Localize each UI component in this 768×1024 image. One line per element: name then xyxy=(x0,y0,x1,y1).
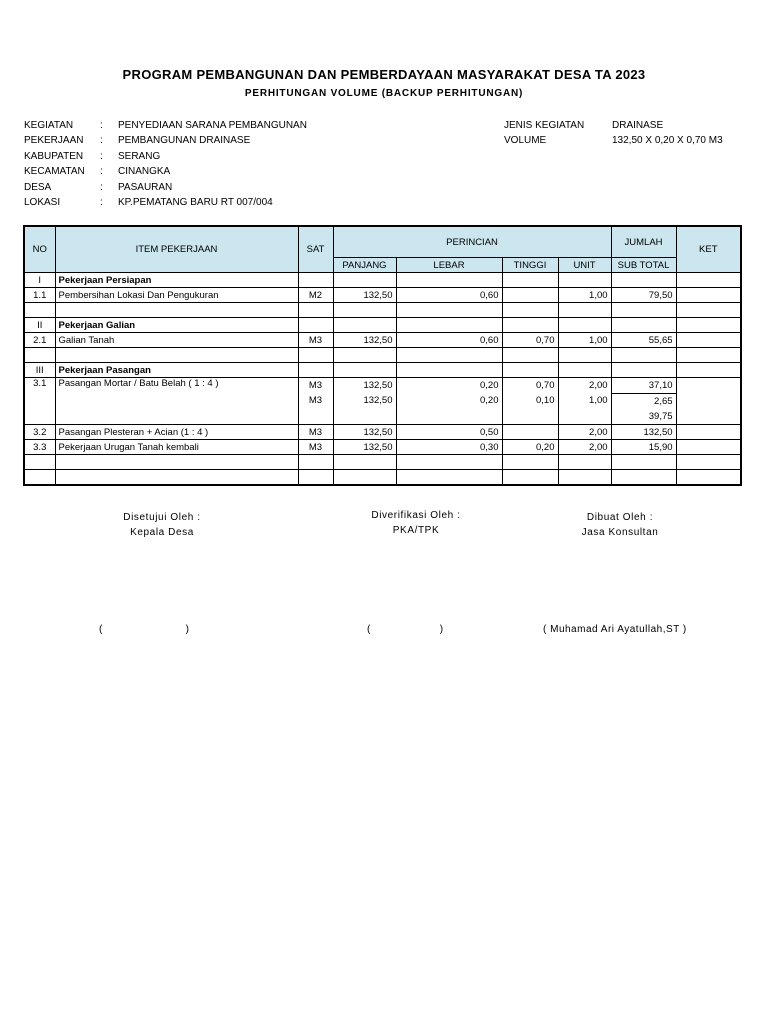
info-row-volume: VOLUME 132,50 X 0,20 X 0,70 M3 xyxy=(504,135,723,147)
signature-verified: Diverifikasi Oleh : PKA/TPK xyxy=(371,510,461,536)
info-left-block xyxy=(24,118,307,210)
table-header-row xyxy=(24,226,741,258)
table-row-empty xyxy=(24,455,741,470)
table-row: 1.1 Pembersihan Lokasi Dan Pengukuran M2 132,50 0,60 1,00 79,50 xyxy=(24,288,741,303)
info-right-block xyxy=(504,118,723,149)
header-sat: SAT xyxy=(298,226,333,273)
header-subtotal: SUB TOTAL xyxy=(611,258,676,273)
table-row: 3.3 Pekerjaan Urugan Tanah kembali M3 132,50 0,30 0,20 2,00 15,90 xyxy=(24,440,741,455)
info-row-pekerjaan: PEKERJAAN : PEMBANGUNAN DRAINASE xyxy=(24,135,251,147)
signature-approved: Disetujui Oleh : Kepala Desa xyxy=(123,512,201,538)
table-row-empty xyxy=(24,348,741,363)
table-row: 3.1 Pasangan Mortar / Batu Belah ( 1 : 4 ) M3 M3 132,50 132,50 0,20 0,20 0,70 0,10 2,00 1,00 37,10 2,65 39,75 xyxy=(24,378,741,425)
info-row-kecamatan: KECAMATAN : CINANGKA xyxy=(24,166,171,178)
header-tinggi: TINGGI xyxy=(502,258,558,273)
signature-name-middle: ( ) xyxy=(367,624,444,635)
header-perincian: PERINCIAN xyxy=(333,226,611,258)
info-row-jenis-kegiatan: JENIS KEGIATAN DRAINASE xyxy=(504,120,664,131)
signature-name-left: ( ) xyxy=(99,624,190,635)
info-row-kabupaten: KABUPATEN : SERANG xyxy=(24,150,161,162)
header-unit: UNIT xyxy=(558,258,611,273)
info-row-lokasi: LOKASI : KP.PEMATANG BARU RT 007/004 xyxy=(24,196,273,208)
info-row-kegiatan: KEGIATAN : PENYEDIAAN SARANA PEMBANGUNAN xyxy=(24,120,307,131)
signature-name-right: ( Muhamad Ari Ayatullah,ST ) xyxy=(543,624,687,635)
header-panjang: PANJANG xyxy=(333,258,396,273)
header-lebar: LEBAR xyxy=(396,258,502,273)
signature-prepared: Dibuat Oleh : Jasa Konsultan xyxy=(581,512,659,538)
table-row: III Pekerjaan Pasangan xyxy=(24,363,741,378)
info-row-desa: DESA : PASAURAN xyxy=(24,181,173,193)
header-no: NO xyxy=(24,226,55,273)
header-item: ITEM PEKERJAAN xyxy=(55,226,298,273)
table-row: I Pekerjaan Persiapan xyxy=(24,273,741,288)
table-row: II Pekerjaan Galian xyxy=(24,318,741,333)
volume-table xyxy=(23,225,742,486)
document-subtitle: PERHITUNGAN VOLUME (BACKUP PERHITUNGAN) xyxy=(244,88,524,99)
document-title: PROGRAM PEMBANGUNAN DAN PEMBERDAYAAN MASYARAKAT DESA TA 2023 xyxy=(122,67,646,82)
table-row-empty xyxy=(24,303,741,318)
header-jumlah: JUMLAH xyxy=(611,226,676,258)
table-row: 3.2 Pasangan Plesteran + Acian (1 : 4 ) M3 132,50 0,50 2,00 132,50 xyxy=(24,425,741,440)
table-row: 2.1 Galian Tanah M3 132,50 0,60 0,70 1,00 55,65 xyxy=(24,333,741,348)
header-ket: KET xyxy=(676,226,741,273)
table-row-empty xyxy=(24,470,741,486)
